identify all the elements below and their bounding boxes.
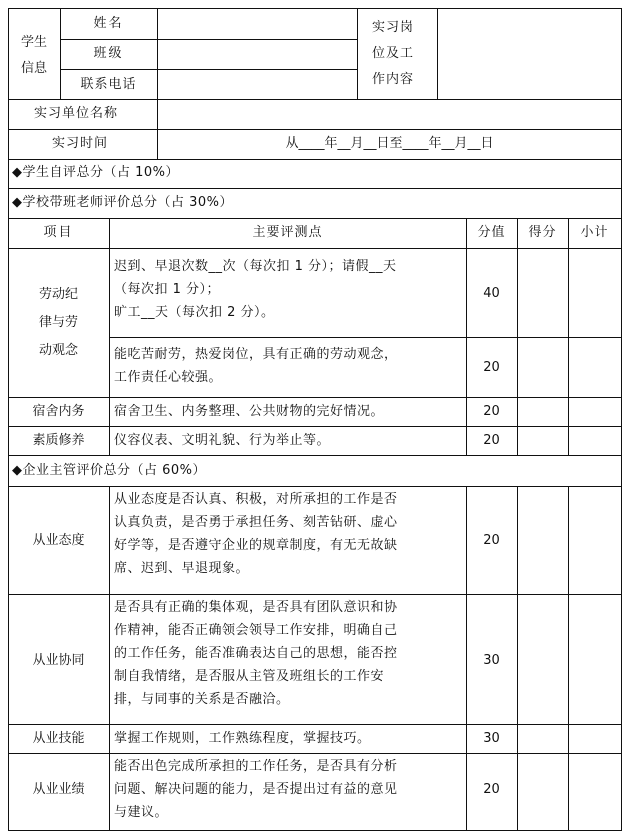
points-cooperation (114, 596, 398, 711)
text-line: 认真负责，是否勇于承担任务、刻苦钻研、虚心 (114, 515, 398, 530)
student-info-label-1: 学生 (20, 35, 47, 50)
score-cooperation: 30 (483, 653, 500, 668)
item-labor-line-3: 动观念 (38, 343, 78, 358)
header-subtotal: 小计 (580, 225, 609, 240)
border-right (621, 8, 622, 831)
name-label: 姓名 (93, 16, 124, 31)
rule (8, 753, 622, 754)
rule (109, 486, 110, 831)
rule (8, 218, 622, 219)
item-skills: 从业技能 (32, 731, 85, 746)
points-quality: 仪容仪表、文明礼貌、行为举止等。 (114, 433, 331, 448)
time-label: 实习时间 (52, 136, 109, 151)
score-labor-attitude: 20 (483, 360, 500, 375)
rule (437, 8, 438, 99)
text-line: 问题、解决问题的能力，是否提出过有益的意见 (114, 782, 398, 797)
rule (60, 39, 357, 40)
text-line: 席、迟到、早退现象。 (114, 561, 250, 576)
rule (8, 159, 622, 160)
score-work-attitude: 20 (483, 533, 500, 548)
rule (466, 218, 467, 456)
teacher-eval-heading: ◆学校带班老师评价总分（占 30%） (12, 195, 234, 210)
unit-label: 实习单位名称 (34, 106, 119, 121)
text-line: 作精神，能否正确领会领导工作安排，明确自己 (114, 623, 398, 638)
text-line: 排，与同事的关系是否融洽。 (114, 692, 290, 707)
rule (8, 397, 622, 398)
score-skills: 30 (483, 731, 500, 746)
rule (8, 248, 622, 249)
points-dorm: 宿舍卫生、内务整理、公共财物的完好情况。 (114, 404, 385, 419)
text-line: 能否出色完成所承担的工作任务，是否具有分析 (114, 759, 398, 774)
text-line: 的工作任务，能否准确表达自己的思想，能否控 (114, 646, 398, 661)
company-eval-heading: ◆企业主管评价总分（占 60%） (12, 463, 207, 478)
rule (109, 218, 110, 456)
rule (8, 455, 622, 456)
item-work-attitude: 从业态度 (32, 533, 85, 548)
header-score-value: 分值 (477, 225, 506, 240)
item-cooperation: 从业协同 (32, 653, 85, 668)
text-line: 能吃苦耐劳，热爱岗位，具有正确的劳动观念， (114, 347, 398, 362)
text-line: 好学等，是否遵守企业的规章制度，有无无故缺 (114, 538, 398, 553)
rule (60, 69, 357, 70)
text-line: 从业态度是否认真、积极，对所承担的工作是否 (114, 492, 398, 507)
points-attendance (114, 255, 397, 324)
score-performance: 20 (483, 782, 500, 797)
score-quality: 20 (483, 433, 500, 448)
rule (517, 218, 518, 456)
text-line: 是否具有正确的集体观，是否具有团队意识和协 (114, 600, 398, 615)
points-labor-attitude (114, 343, 398, 389)
rule (357, 8, 358, 99)
rule (8, 594, 622, 595)
text-line: 工作责任心较强。 (114, 370, 223, 385)
text-line: 旷工__天（每次扣 2 分）。 (114, 305, 275, 320)
student-info-label-2: 信息 (20, 61, 47, 76)
points-skills: 掌握工作规则，工作熟练程度，掌握技巧。 (114, 731, 371, 746)
score-attendance: 40 (483, 286, 500, 301)
header-item: 项目 (43, 225, 74, 240)
rule (517, 486, 518, 831)
text-line: （每次扣 1 分）； (114, 282, 221, 297)
job-label-1: 实习岗 (372, 20, 415, 35)
border-top (8, 8, 622, 9)
header-points: 主要评测点 (252, 225, 323, 240)
self-eval-heading: ◆学生自评总分（占 10%） (12, 165, 180, 180)
points-work-attitude (114, 488, 398, 580)
rule (568, 486, 569, 831)
points-performance (114, 755, 398, 824)
rule (109, 337, 622, 338)
border-left (8, 8, 9, 831)
rule (8, 188, 622, 189)
item-performance: 从业业绩 (32, 782, 85, 797)
item-labor-line-2: 律与劳 (38, 315, 78, 330)
rule (8, 724, 622, 725)
rule (8, 99, 622, 100)
text-line: 与建议。 (114, 805, 169, 820)
item-labor-line-1: 劳动纪 (38, 287, 78, 302)
text-line: 制自我情绪，是否服从主管及班组长的工作安 (114, 669, 385, 684)
phone-label: 联系电话 (80, 77, 137, 92)
header-score-got: 得分 (528, 225, 557, 240)
border-bottom (8, 830, 622, 831)
job-label-2: 位及工 (372, 46, 415, 61)
rule (8, 129, 622, 130)
rule (8, 486, 622, 487)
class-label: 班级 (93, 46, 124, 61)
item-quality: 素质修养 (32, 433, 85, 448)
job-label-3: 作内容 (372, 72, 415, 87)
text-line: 迟到、早退次数__次（每次扣 1 分）；请假__天 (114, 259, 397, 274)
time-value: 从____年__月__日至____年__月__日 (285, 136, 494, 151)
item-dorm: 宿舍内务 (32, 404, 85, 419)
score-dorm: 20 (483, 404, 500, 419)
rule (8, 426, 622, 427)
rule (568, 218, 569, 456)
